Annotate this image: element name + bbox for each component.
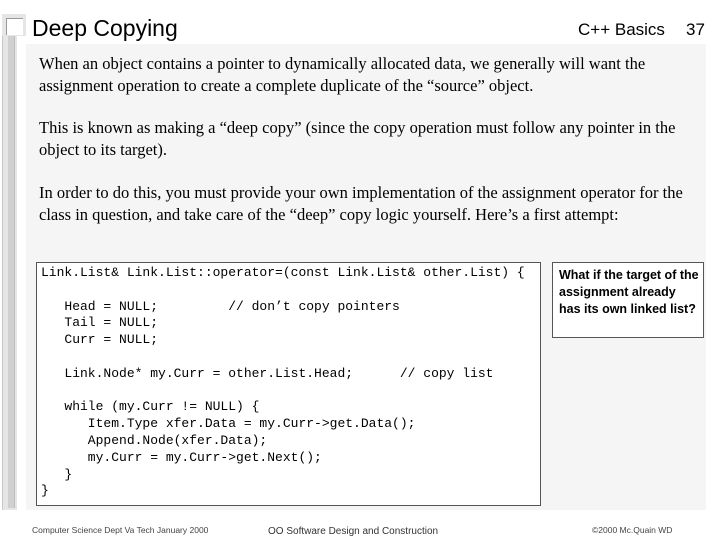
slide-frame-inner-bar <box>8 36 15 508</box>
callout-text: What if the target of the assignment already has its own linked list? <box>559 268 699 316</box>
paragraph-deep-copy-intro: When an object contains a pointer to dynamically allocated data, we generally will want the assignment operation to create a complete duplicate of the “source” object. <box>39 54 646 95</box>
slide-title: Deep Copying <box>32 15 178 41</box>
footer-course-info: Computer Science Dept Va Tech January 2000 <box>32 525 209 535</box>
slide-number: 37 <box>686 20 705 39</box>
code-listing: Link.List& Link.List::operator=(const Link.List& other.List) { Head = NULL; // don’t copy pointers Tail = NULL; Curr = NULL; Link.Node* my.Curr = other.List.Head; // copy list while (my.Curr != NULL) { Item.Type xfer.Data = my.Curr->get.Data(); Append.Node(xfer.Data); my.Curr = my.Curr->get.Next(); } } <box>41 265 525 499</box>
paragraph-assignment-operator: In order to do this, you must provide your own implementation of the assignment operator for the class in question, and take care of the “deep” copy logic yourself. Here’s a first attempt: <box>39 183 683 224</box>
paragraph-deep-copy-definition: This is known as making a “deep copy” (since the copy operation must follow any pointer in the object to its target). <box>39 118 676 159</box>
slide-frame-corner-box <box>6 18 23 35</box>
callout-box <box>552 262 704 338</box>
footer-copyright: ©2000 Mc.Quain WD <box>592 525 673 535</box>
code-listing-box <box>36 262 541 506</box>
footer-course-title: OO Software Design and Construction <box>268 526 439 537</box>
slide-topic: C++ Basics <box>578 20 665 39</box>
